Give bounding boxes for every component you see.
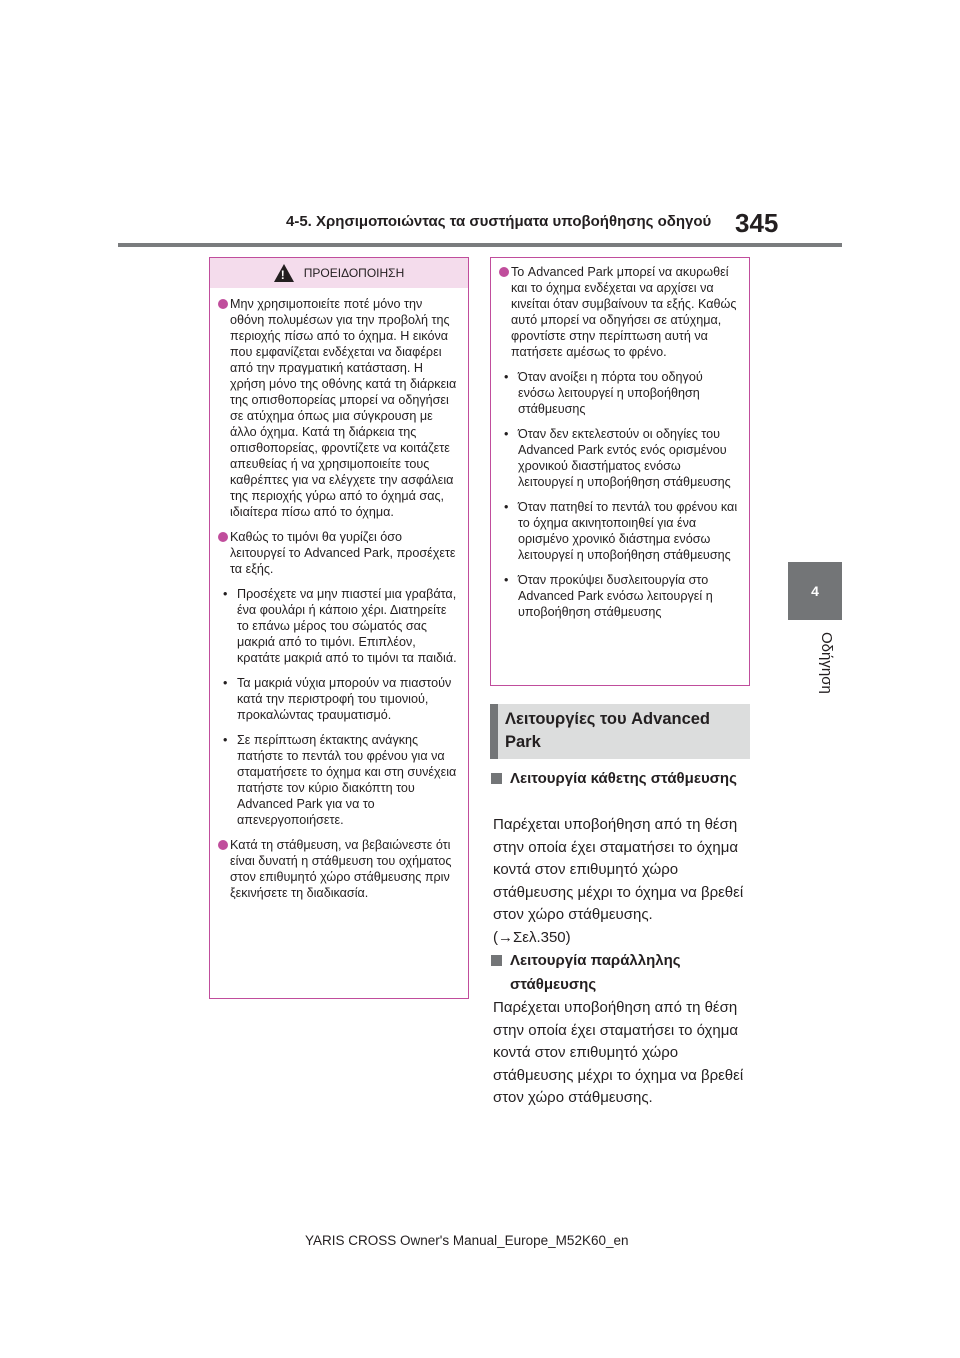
warning-subitem — [218, 586, 458, 666]
warning-item-text: Προσέχετε να μην πιαστεί μια γραβάτα, ένα φουλάρι ή κάποιο χέρι. Διατηρείτε το επάνω μέρος του σώματός σας μακριά από το τιμόνι. Επιπλέον, κρατάτε μακριά από το τιμόνι τα παιδιά. — [237, 587, 457, 665]
warning-subitem — [499, 572, 739, 620]
subsection-heading-parallel — [490, 949, 750, 997]
dot-bullet-icon — [218, 532, 228, 542]
warning-item-text: Σε περίπτωση έκτακτης ανάγκης πατήστε το πεντάλ του φρένου για να σταματήσετε το όχημα και στη συνέχεια πατήστε τον κύριο διακόπτη του Advanced Park για να το απενεργοποιήσετε. — [237, 733, 457, 827]
chapter-title: 4-5. Χρησιμοποιώντας τα συστήματα υποβοήθησης οδηγού — [286, 213, 712, 230]
subsection-heading-perpendicular — [490, 767, 750, 791]
warning-item — [499, 264, 739, 360]
warning-triangle-icon — [274, 264, 294, 282]
warning-item — [218, 296, 458, 520]
warning-item-text: Όταν δεν εκτελεστούν οι οδηγίες του Advanced Park εντός ενός ορισμένου χρονικού διαστήματος ενόσω λειτουργεί η υποβοήθηση στάθμευσης — [518, 427, 731, 489]
warning-item — [218, 529, 458, 577]
footer-text: YARIS CROSS Owner's Manual_Europe_M52K60_en — [305, 1233, 629, 1248]
subsection-heading-text: Λειτουργία παράλληλης στάθμευσης — [510, 952, 681, 993]
dot-bullet-icon — [499, 267, 509, 277]
warning-subitem — [499, 369, 739, 417]
warning-box — [209, 257, 469, 999]
bullet-icon: • — [223, 733, 228, 747]
warning-item-text: Το Advanced Park μπορεί να ακυρωθεί και το όχημα ενδέχεται να αρχίσει να κινείται όταν συμβαίνουν τα εξής. Καθώς αυτό μπορεί να οδηγήσει σε ατύχημα, φροντίστε στην περίπτωση αυτή να πατήσετε αμέσως το φρένο. — [511, 265, 737, 359]
bullet-icon: • — [504, 370, 509, 384]
dot-bullet-icon — [218, 299, 228, 309]
bullet-icon: • — [223, 676, 228, 690]
bullet-icon: • — [504, 427, 509, 441]
warning-item-text: Καθώς το τιμόνι θα γυρίζει όσο λειτουργεί το Advanced Park, προσέχετε τα εξής. — [230, 530, 456, 576]
warning-subitem — [499, 499, 739, 563]
page-reference-link[interactable]: (→Σελ.350) — [493, 928, 571, 946]
subsection-heading-text: Λειτουργία κάθετης στάθμευσης — [510, 770, 737, 787]
warning-item-text: Όταν ανοίξει η πόρτα του οδηγού ενόσω λειτουργεί η υποβοήθηση στάθμευσης — [518, 370, 703, 416]
warning-continued-body — [491, 258, 749, 620]
warning-body — [210, 288, 468, 901]
warning-item-text: Τα μακριά νύχια μπορούν να πιαστούν κατά την περιστροφή του τιμονιού, προκαλώντας τραυματισμό. — [237, 676, 452, 722]
warning-subitem — [499, 426, 739, 490]
paragraph-perpendicular — [493, 814, 748, 949]
warning-item — [218, 837, 458, 901]
warning-item-text: Κατά τη στάθμευση, να βεβαιώνεστε ότι είναι δυνατή η στάθμευση του οχήματος στον επιθυμητό χώρο στάθμευσης πριν ξεκινήσετε τη διαδικασία. — [230, 838, 452, 900]
bullet-icon: • — [223, 587, 228, 601]
page-number: 345 — [735, 208, 779, 238]
bullet-icon: • — [504, 573, 509, 587]
chapter-tab[interactable]: 4 — [788, 562, 842, 620]
dot-bullet-icon — [218, 840, 228, 850]
paragraph-parallel — [493, 997, 748, 1110]
square-bullet-icon — [491, 955, 502, 966]
chapter-tab-label: Οδήγηση — [818, 632, 835, 694]
warning-box-continued — [490, 257, 750, 686]
warning-subitem — [218, 675, 458, 723]
warning-header — [210, 258, 468, 288]
bullet-icon: • — [504, 500, 509, 514]
warning-item-text: Όταν πατηθεί το πεντάλ του φρένου και το όχημα ακινητοποιηθεί για ένα ορισμένο χρονικό διάστημα ενόσω λειτουργεί η υποβοήθηση στάθμευσης — [518, 500, 738, 562]
warning-subitem — [218, 732, 458, 828]
section-heading: Λειτουργίες του Advanced Park — [490, 704, 750, 759]
warning-item-text: Μην χρησιμοποιείτε ποτέ μόνο την οθόνη πολυμέσων για την προβολή της περιοχής πίσω από το όχημα. Η εικόνα που εμφανίζεται ενδέχεται να διαφέρει από την πραγματική κατάσταση. Η χρήση μόνο της οθόνης κατά τη διάρκεια της οπισθοπορείας μπορεί να οδηγήσει σε ατύχημα όπως μια σύγκρουση με άλλο όχημα. Κατά τη διάρκεια της οπισθοπορείας, φροντίζετε να κοιτάζετε απευθείας ή να χρησιμοποιείτε τους καθρέπτες για να ελέγχετε την ασφάλεια της περιοχής γύρω από το όχημά σας, ιδιαίτερα πίσω από το όχημα. — [230, 297, 457, 519]
paragraph-text: Παρέχεται υποβοήθηση από τη θέση στην οποία έχει σταματήσει το όχημα κοντά στον επιθυμητό χώρο στάθμευσης μέχρι το όχημα να βρεθεί στον χώρο στάθμευσης. — [493, 999, 744, 1106]
paragraph-text: Παρέχεται υποβοήθηση από τη θέση στην οποία έχει σταματήσει το όχημα κοντά στον επιθυμητό χώρο στάθμευσης μέχρι το όχημα να βρεθεί στον χώρο στάθμευσης. — [493, 816, 744, 923]
warning-heading: ΠΡΟΕΙΔΟΠΟΙΗΣΗ — [303, 266, 405, 280]
header-divider — [118, 243, 842, 247]
square-bullet-icon — [491, 773, 502, 784]
warning-item-text: Όταν προκύψει δυσλειτουργία στο Advanced Park ενόσω λειτουργεί η υποβοήθηση στάθμευσης — [518, 573, 713, 619]
